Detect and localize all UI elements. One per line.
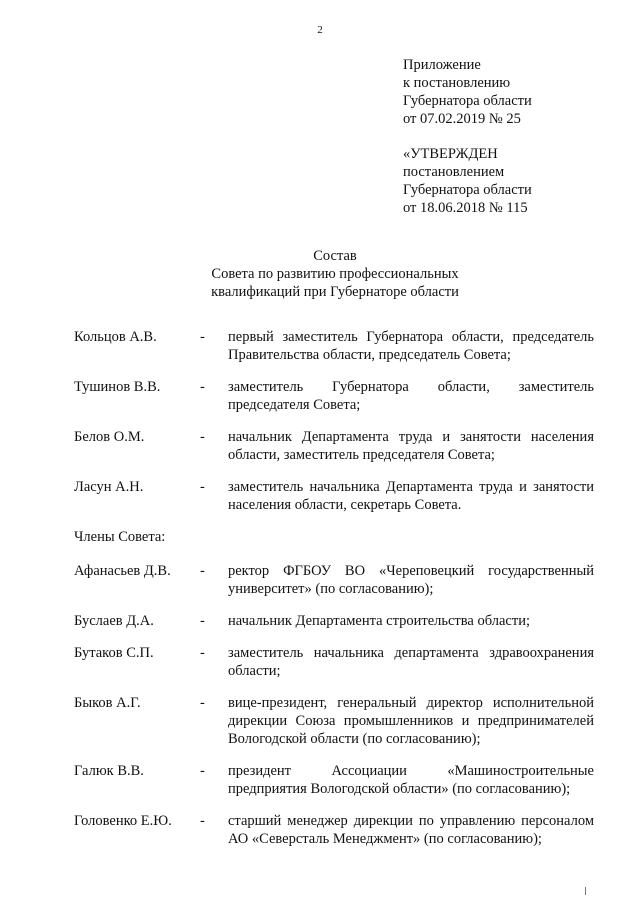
member-dash: - — [200, 379, 205, 395]
approval-line: от 18.06.2018 № 115 — [403, 200, 528, 216]
title-line: Состав — [313, 248, 357, 264]
member-role: старший менеджер дирекции по управлению персоналом АО «Северсталь Менеджмент» (по согласованию); — [228, 813, 594, 847]
member-role: первый заместитель Губернатора области, председатель Правительства области, председатель Совета; — [228, 329, 594, 363]
member-row — [74, 812, 594, 848]
member-role: заместитель Губернатора области, заместитель председателя Совета; — [228, 379, 594, 413]
member-dash: - — [200, 479, 205, 495]
member-dash: - — [200, 329, 205, 345]
appendix-line: от 07.02.2019 № 25 — [403, 111, 521, 127]
member-dash: - — [200, 613, 205, 629]
member-name: Буслаев Д.А. — [74, 613, 154, 629]
member-name: Белов О.М. — [74, 429, 145, 445]
member-row — [74, 562, 594, 598]
member-name: Тушинов В.В. — [74, 379, 161, 395]
member-row — [74, 378, 594, 414]
member-name: Бутаков С.П. — [74, 645, 154, 661]
member-dash: - — [200, 429, 205, 445]
approval-line: «УТВЕРЖДЕН — [403, 146, 498, 162]
member-dash: - — [200, 563, 205, 579]
title-line: квалификаций при Губернаторе области — [211, 284, 459, 300]
title-line: Совета по развитию профессиональных — [211, 266, 459, 282]
member-row — [74, 762, 594, 798]
member-name: Галюк В.В. — [74, 763, 144, 779]
approval-line: Губернатора области — [403, 182, 532, 198]
member-dash: - — [200, 813, 205, 829]
appendix-block — [403, 56, 532, 128]
member-role: начальник Департамента строительства области; — [228, 613, 530, 629]
member-row — [74, 644, 594, 680]
member-name: Ласун А.Н. — [74, 479, 144, 495]
member-role: вице-президент, генеральный директор исполнительной дирекции Союза промышленников и предпринимателей Вологодской области (по согласованию); — [228, 695, 594, 747]
member-role: заместитель начальника Департамента труда и занятости населения области, секретарь Совета. — [228, 479, 594, 513]
scan-mark — [585, 887, 586, 895]
member-row — [74, 428, 594, 464]
appendix-line: к постановлению — [403, 75, 511, 91]
member-name: Кольцов А.В. — [74, 329, 157, 345]
appendix-line: Приложение — [403, 57, 481, 73]
approval-block — [403, 145, 532, 217]
member-role: заместитель начальника департамента здравоохранения области; — [228, 645, 594, 679]
member-name: Афанасьев Д.В. — [74, 563, 171, 579]
member-dash: - — [200, 763, 205, 779]
member-row — [74, 694, 594, 748]
member-name: Быков А.Г. — [74, 695, 141, 711]
member-role: начальник Департамента труда и занятости населения области, заместитель председателя Совета; — [228, 429, 594, 463]
page-number: 2 — [317, 24, 323, 36]
member-row — [74, 612, 594, 630]
member-row — [74, 478, 594, 514]
document-title — [160, 247, 510, 301]
member-dash: - — [200, 695, 205, 711]
member-name: Головенко Е.Ю. — [74, 813, 172, 829]
member-dash: - — [200, 645, 205, 661]
members-heading: Члены Совета: — [74, 529, 166, 545]
member-role: президент Ассоциации «Машиностроительные предприятия Вологодской области» (по согласованию); — [228, 763, 594, 797]
approval-line: постановлением — [403, 164, 505, 180]
council-composition — [74, 328, 594, 848]
member-row — [74, 328, 594, 364]
member-role: ректор ФГБОУ ВО «Череповецкий государственный университет» (по согласованию); — [228, 563, 594, 597]
appendix-line: Губернатора области — [403, 93, 532, 109]
